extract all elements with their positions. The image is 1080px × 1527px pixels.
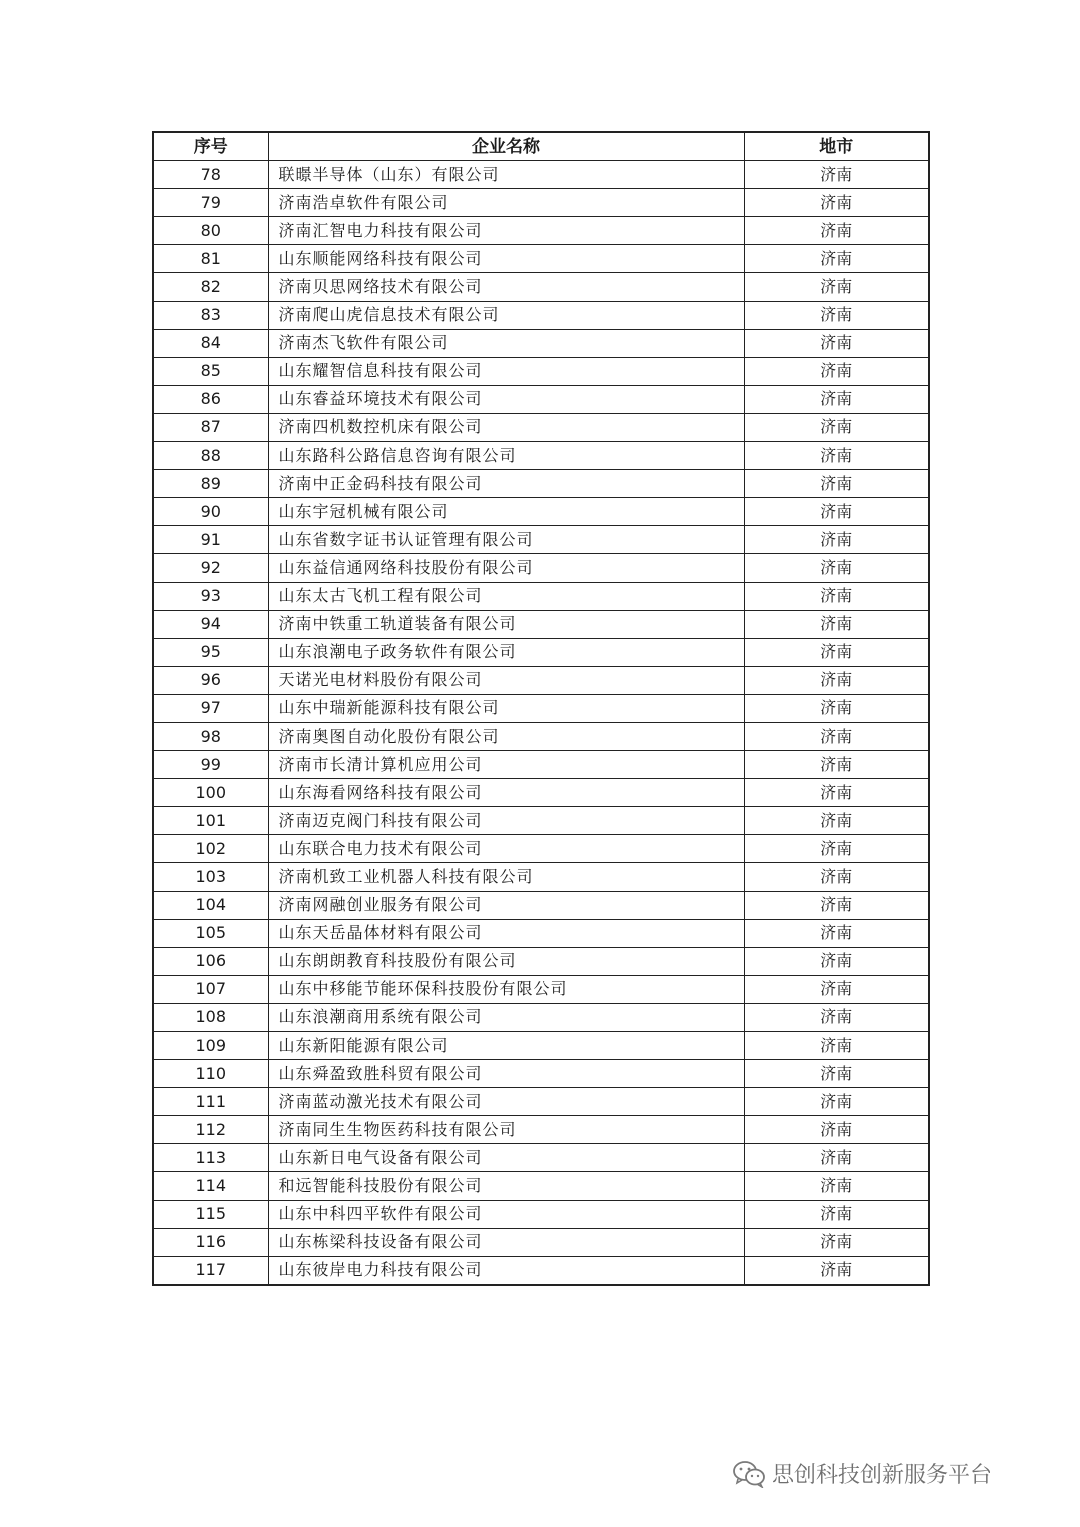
table-row	[153, 975, 929, 1003]
cell-serial-number: 95	[153, 638, 268, 666]
cell-company-name: 山东海看网络科技有限公司	[268, 779, 744, 807]
cell-company-name: 山东天岳晶体材料有限公司	[268, 919, 744, 947]
cell-serial-number: 88	[153, 442, 268, 470]
cell-company-name: 山东浪潮电子政务软件有限公司	[268, 638, 744, 666]
cell-serial-number: 86	[153, 385, 268, 413]
cell-company-name: 济南同生生物医药科技有限公司	[268, 1116, 744, 1144]
table-row	[153, 666, 929, 694]
cell-city: 济南	[744, 863, 929, 891]
cell-serial-number: 82	[153, 273, 268, 301]
cell-city: 济南	[744, 161, 929, 189]
cell-serial-number: 110	[153, 1060, 268, 1088]
cell-serial-number: 98	[153, 722, 268, 750]
cell-company-name: 济南蓝动激光技术有限公司	[268, 1088, 744, 1116]
table-row	[153, 694, 929, 722]
watermark	[732, 1458, 992, 1489]
cell-city: 济南	[744, 807, 929, 835]
cell-company-name: 山东中瑞新能源科技有限公司	[268, 694, 744, 722]
table-row	[153, 217, 929, 245]
cell-company-name: 济南迈克阀门科技有限公司	[268, 807, 744, 835]
table-row	[153, 329, 929, 357]
cell-city: 济南	[744, 638, 929, 666]
table-row	[153, 835, 929, 863]
cell-city: 济南	[744, 835, 929, 863]
cell-serial-number: 79	[153, 189, 268, 217]
cell-city: 济南	[744, 1032, 929, 1060]
table-body	[153, 161, 929, 1285]
table-row	[153, 301, 929, 329]
cell-company-name: 山东中科四平软件有限公司	[268, 1200, 744, 1228]
cell-serial-number: 105	[153, 919, 268, 947]
table-row	[153, 554, 929, 582]
cell-serial-number: 87	[153, 413, 268, 441]
cell-serial-number: 102	[153, 835, 268, 863]
table-header-row	[153, 132, 929, 161]
cell-company-name: 山东舜盈致胜科贸有限公司	[268, 1060, 744, 1088]
cell-city: 济南	[744, 1088, 929, 1116]
cell-city: 济南	[744, 779, 929, 807]
cell-serial-number: 107	[153, 975, 268, 1003]
cell-city: 济南	[744, 442, 929, 470]
cell-serial-number: 114	[153, 1172, 268, 1200]
table-row	[153, 1200, 929, 1228]
cell-company-name: 山东新日电气设备有限公司	[268, 1144, 744, 1172]
table-row	[153, 751, 929, 779]
cell-serial-number: 116	[153, 1228, 268, 1256]
cell-company-name: 济南四机数控机床有限公司	[268, 413, 744, 441]
table-row	[153, 273, 929, 301]
table-row	[153, 1172, 929, 1200]
table-row	[153, 357, 929, 385]
cell-company-name: 山东太古飞机工程有限公司	[268, 582, 744, 610]
cell-company-name: 联暻半导体（山东）有限公司	[268, 161, 744, 189]
cell-city: 济南	[744, 610, 929, 638]
cell-city: 济南	[744, 666, 929, 694]
table-row	[153, 526, 929, 554]
cell-serial-number: 89	[153, 470, 268, 498]
cell-city: 济南	[744, 470, 929, 498]
table-row	[153, 1116, 929, 1144]
table-row	[153, 413, 929, 441]
cell-serial-number: 94	[153, 610, 268, 638]
cell-company-name: 山东宇冠机械有限公司	[268, 498, 744, 526]
table-row	[153, 779, 929, 807]
table-row	[153, 807, 929, 835]
cell-city: 济南	[744, 245, 929, 273]
cell-company-name: 山东省数字证书认证管理有限公司	[268, 526, 744, 554]
table-row	[153, 498, 929, 526]
cell-serial-number: 101	[153, 807, 268, 835]
watermark-text: 思创科技创新服务平台	[772, 1463, 993, 1488]
cell-company-name: 山东益信通网络科技股份有限公司	[268, 554, 744, 582]
table-row	[153, 722, 929, 750]
cell-company-name: 济南奥图自动化股份有限公司	[268, 722, 744, 750]
cell-serial-number: 106	[153, 947, 268, 975]
cell-serial-number: 96	[153, 666, 268, 694]
table-row	[153, 863, 929, 891]
cell-serial-number: 78	[153, 161, 268, 189]
cell-serial-number: 115	[153, 1200, 268, 1228]
header-company-name: 企业名称	[268, 132, 744, 161]
cell-city: 济南	[744, 413, 929, 441]
cell-city: 济南	[744, 1228, 929, 1256]
cell-city: 济南	[744, 1116, 929, 1144]
table-row	[153, 891, 929, 919]
cell-company-name: 济南爬山虎信息技术有限公司	[268, 301, 744, 329]
cell-company-name: 济南贝思网络技术有限公司	[268, 273, 744, 301]
table-row	[153, 245, 929, 273]
cell-company-name: 济南汇智电力科技有限公司	[268, 217, 744, 245]
cell-company-name: 天诺光电材料股份有限公司	[268, 666, 744, 694]
cell-city: 济南	[744, 722, 929, 750]
table-row	[153, 161, 929, 189]
cell-serial-number: 80	[153, 217, 268, 245]
cell-serial-number: 93	[153, 582, 268, 610]
cell-serial-number: 100	[153, 779, 268, 807]
table-row	[153, 470, 929, 498]
table-row	[153, 1228, 929, 1256]
cell-serial-number: 99	[153, 751, 268, 779]
cell-company-name: 济南网融创业服务有限公司	[268, 891, 744, 919]
cell-company-name: 山东朗朗教育科技股份有限公司	[268, 947, 744, 975]
cell-serial-number: 104	[153, 891, 268, 919]
cell-serial-number: 85	[153, 357, 268, 385]
cell-company-name: 山东浪潮商用系统有限公司	[268, 1003, 744, 1031]
table-row	[153, 1144, 929, 1172]
cell-company-name: 山东路科公路信息咨询有限公司	[268, 442, 744, 470]
table-row	[153, 610, 929, 638]
cell-company-name: 济南杰飞软件有限公司	[268, 329, 744, 357]
table-row	[153, 1256, 929, 1285]
cell-company-name: 山东彼岸电力科技有限公司	[268, 1256, 744, 1285]
cell-city: 济南	[744, 1060, 929, 1088]
cell-city: 济南	[744, 975, 929, 1003]
cell-serial-number: 91	[153, 526, 268, 554]
cell-company-name: 山东睿益环境技术有限公司	[268, 385, 744, 413]
table-row	[153, 947, 929, 975]
table-row	[153, 385, 929, 413]
cell-company-name: 山东顺能网络科技有限公司	[268, 245, 744, 273]
header-city: 地市	[744, 132, 929, 161]
header-serial-number: 序号	[153, 132, 268, 161]
cell-city: 济南	[744, 1200, 929, 1228]
table-row	[153, 1032, 929, 1060]
cell-city: 济南	[744, 526, 929, 554]
cell-serial-number: 97	[153, 694, 268, 722]
cell-company-name: 山东中移能节能环保科技股份有限公司	[268, 975, 744, 1003]
cell-city: 济南	[744, 1256, 929, 1285]
cell-city: 济南	[744, 301, 929, 329]
cell-company-name: 山东新阳能源有限公司	[268, 1032, 744, 1060]
cell-company-name: 济南浩卓软件有限公司	[268, 189, 744, 217]
cell-company-name: 和远智能科技股份有限公司	[268, 1172, 744, 1200]
cell-company-name: 山东栋梁科技设备有限公司	[268, 1228, 744, 1256]
cell-company-name: 济南中铁重工轨道装备有限公司	[268, 610, 744, 638]
cell-city: 济南	[744, 385, 929, 413]
cell-company-name: 济南市长清计算机应用公司	[268, 751, 744, 779]
table-row	[153, 442, 929, 470]
cell-serial-number: 108	[153, 1003, 268, 1031]
cell-serial-number: 113	[153, 1144, 268, 1172]
cell-city: 济南	[744, 694, 929, 722]
table-row	[153, 638, 929, 666]
cell-city: 济南	[744, 217, 929, 245]
table-row	[153, 582, 929, 610]
cell-serial-number: 81	[153, 245, 268, 273]
cell-city: 济南	[744, 751, 929, 779]
cell-serial-number: 103	[153, 863, 268, 891]
cell-city: 济南	[744, 329, 929, 357]
cell-city: 济南	[744, 1144, 929, 1172]
wechat-icon	[732, 1460, 766, 1488]
cell-company-name: 山东联合电力技术有限公司	[268, 835, 744, 863]
cell-serial-number: 90	[153, 498, 268, 526]
cell-company-name: 山东耀智信息科技有限公司	[268, 357, 744, 385]
cell-serial-number: 84	[153, 329, 268, 357]
cell-city: 济南	[744, 273, 929, 301]
table-row	[153, 189, 929, 217]
cell-city: 济南	[744, 1172, 929, 1200]
cell-city: 济南	[744, 947, 929, 975]
cell-serial-number: 109	[153, 1032, 268, 1060]
table-row	[153, 1088, 929, 1116]
cell-serial-number: 92	[153, 554, 268, 582]
cell-city: 济南	[744, 498, 929, 526]
cell-serial-number: 111	[153, 1088, 268, 1116]
table-row	[153, 1003, 929, 1031]
cell-city: 济南	[744, 582, 929, 610]
cell-city: 济南	[744, 1003, 929, 1031]
table-row	[153, 919, 929, 947]
company-table	[152, 131, 930, 1286]
cell-city: 济南	[744, 554, 929, 582]
cell-company-name: 济南中正金码科技有限公司	[268, 470, 744, 498]
cell-city: 济南	[744, 189, 929, 217]
cell-city: 济南	[744, 357, 929, 385]
cell-city: 济南	[744, 919, 929, 947]
cell-city: 济南	[744, 891, 929, 919]
cell-serial-number: 112	[153, 1116, 268, 1144]
table-row	[153, 1060, 929, 1088]
cell-company-name: 济南机致工业机器人科技有限公司	[268, 863, 744, 891]
cell-serial-number: 117	[153, 1256, 268, 1285]
cell-serial-number: 83	[153, 301, 268, 329]
